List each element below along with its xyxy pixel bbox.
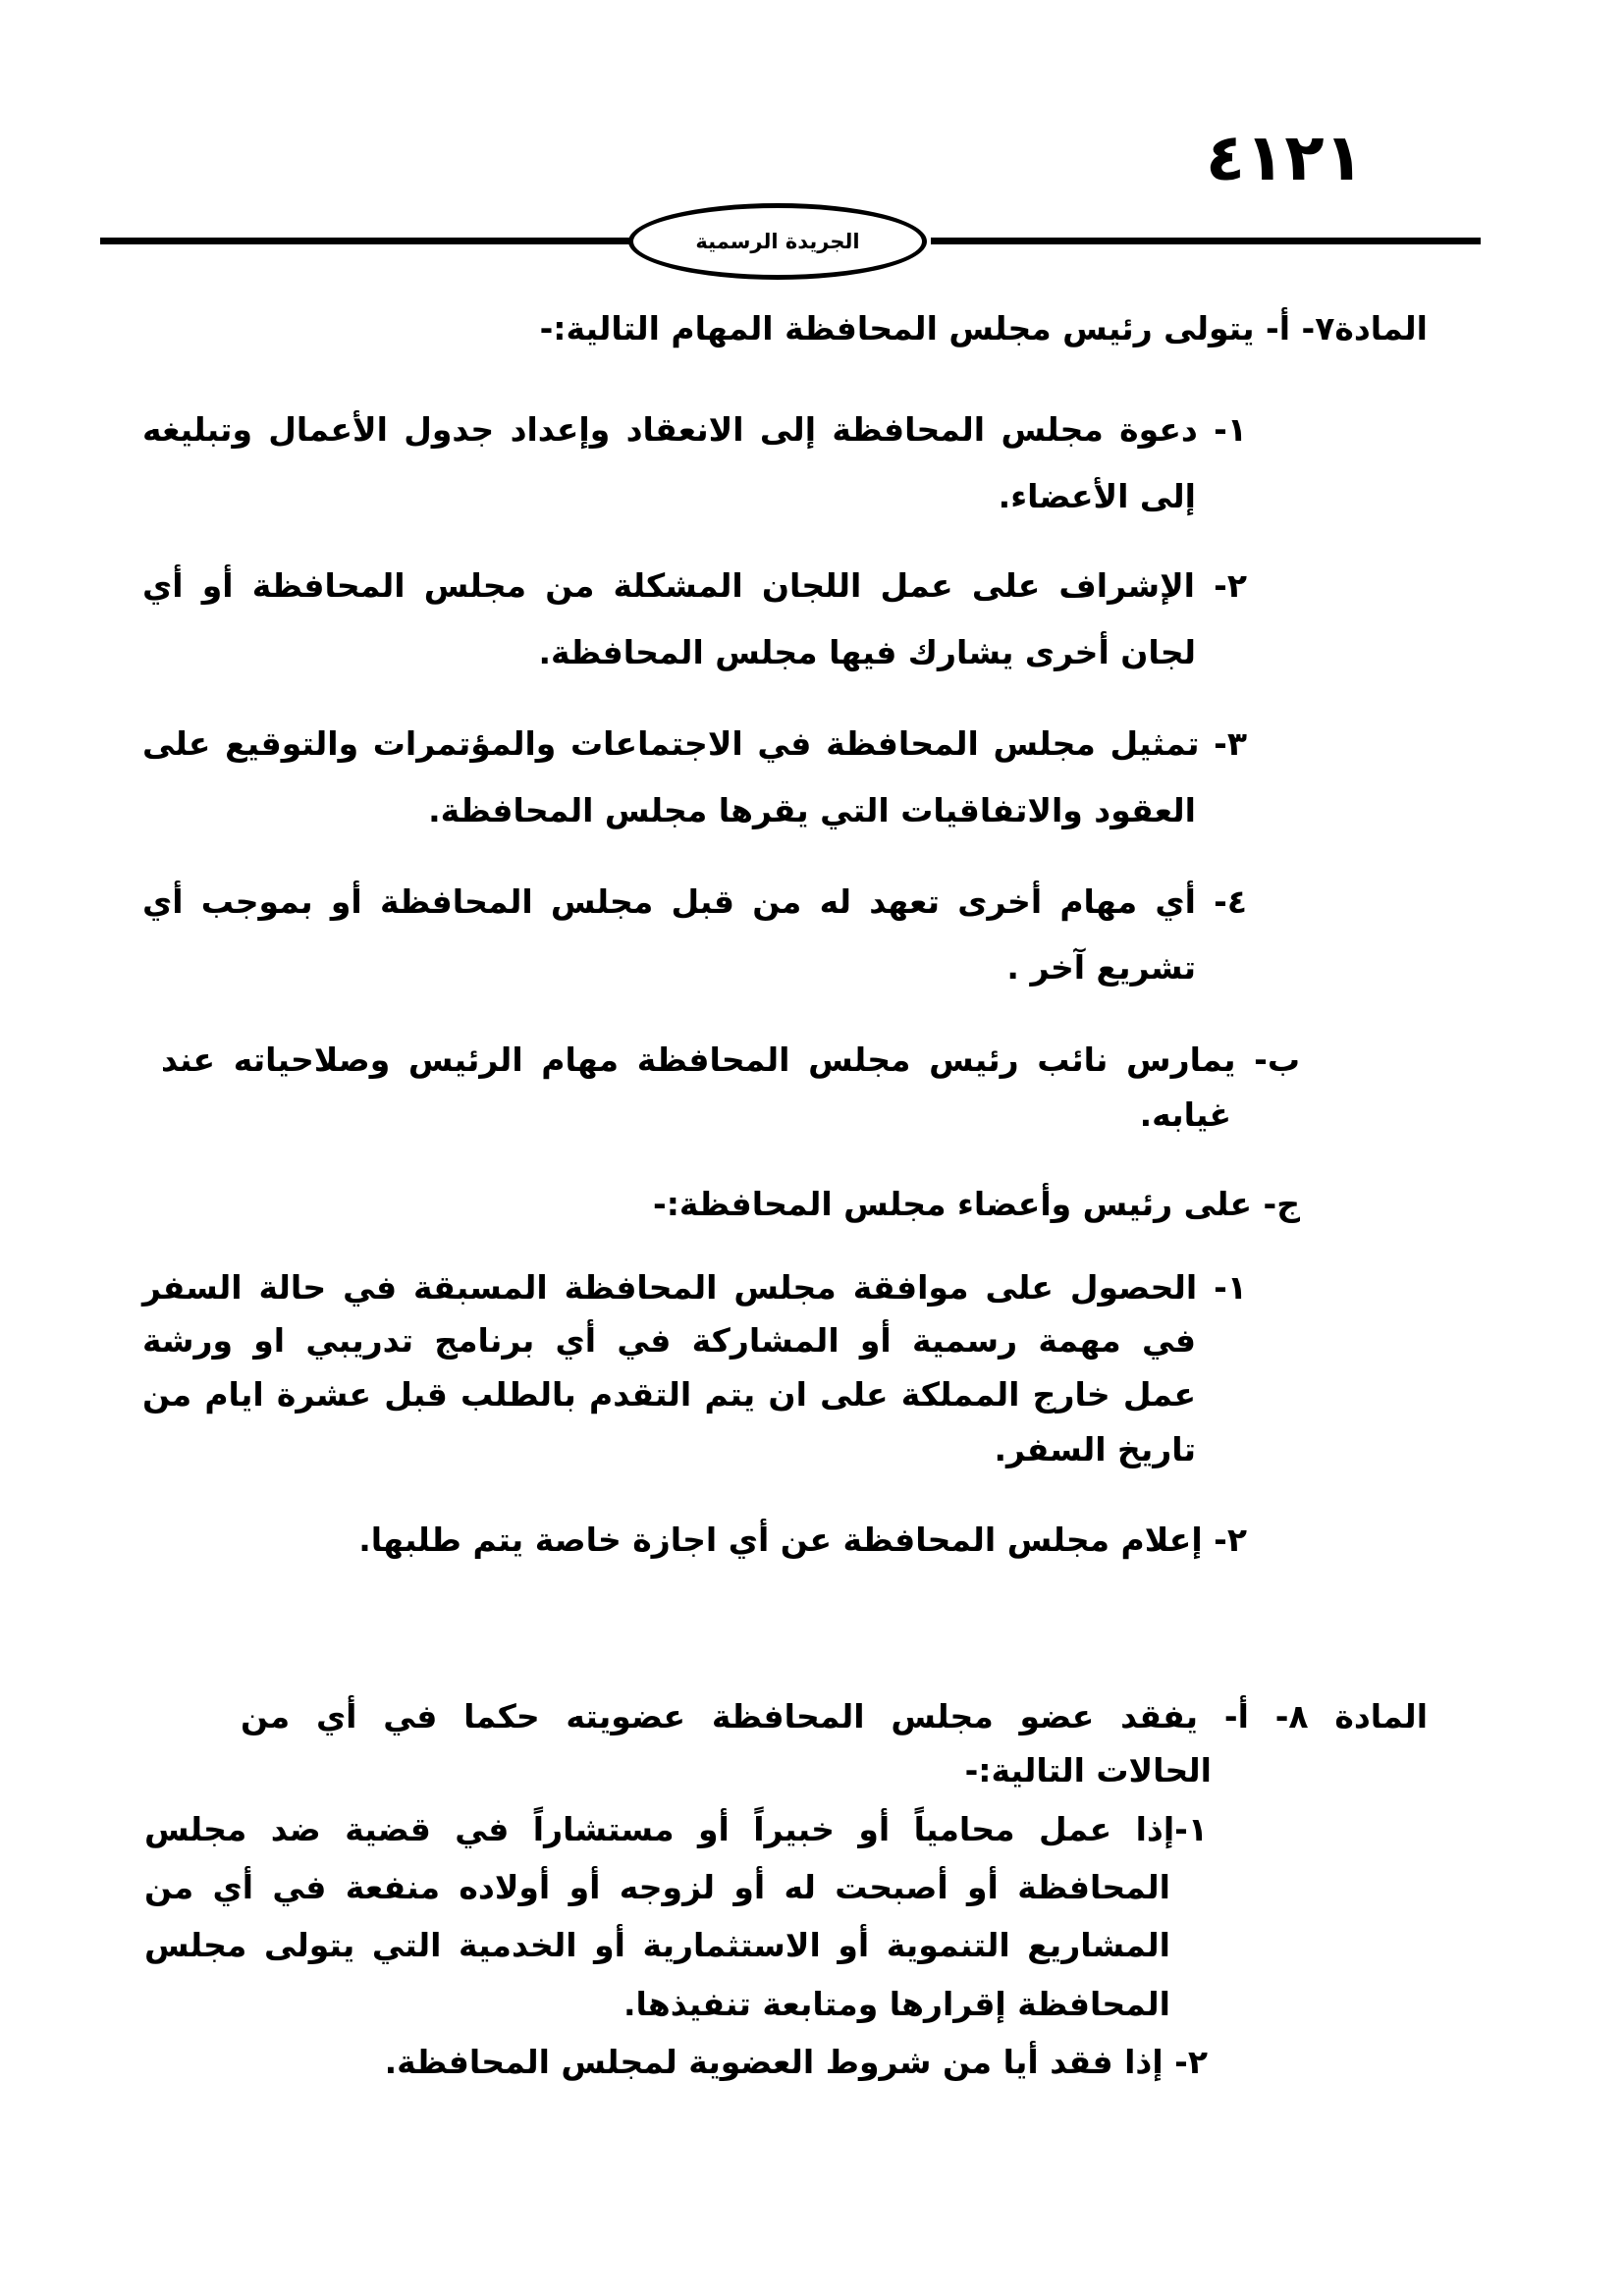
article8-heading-line1: المادة ٨- أ- يفقد عضو مجلس المحافظة عضويته حكما في أي من xyxy=(241,1697,1429,1735)
article8-heading-line2: الحالات التالية:- xyxy=(964,1751,1212,1789)
page-number: ٤١٢١ xyxy=(1205,120,1364,195)
article8-item2: ٢- إذا فقد أيا من شروط العضوية لمجلس المحافظة. xyxy=(384,2043,1208,2081)
article7-item3-line1: ٣- تمثيل مجلس المحافظة في الاجتماعات والمؤتمرات والتوقيع على xyxy=(142,724,1247,763)
article7-c-item2: ٢- إعلام مجلس المحافظة عن أي اجازة خاصة يتم طلبها. xyxy=(358,1521,1247,1559)
article7-para-b-line2: غيابه. xyxy=(1139,1095,1231,1134)
article7-c-item1-line4: تاريخ السفر. xyxy=(994,1430,1196,1468)
article7-item3-line2: العقود والاتفاقيات التي يقرها مجلس المحافظة. xyxy=(428,791,1196,829)
article7-item1-line2: إلى الأعضاء. xyxy=(998,477,1196,515)
article8-item1-line1: ١-إذا عمل محامياً أو خبيراً أو مستشاراً في قضية ضد مجلس xyxy=(144,1810,1208,1848)
article7-item1-line1: ١- دعوة مجلس المحافظة إلى الانعقاد وإعداد جدول الأعمال وتبليغه xyxy=(142,410,1247,449)
article7-c-item1-line2: في مهمة رسمية أو المشاركة في أي برنامج تدريبي او ورشة xyxy=(142,1321,1196,1360)
header-rule-left xyxy=(100,238,630,244)
article8-item1-line4: المحافظة إقرارها ومتابعة تنفيذها. xyxy=(623,1985,1170,2023)
article7-item4-line2: تشريع آخر . xyxy=(1006,948,1196,987)
article7-heading: المادة٧- أ- يتولى رئيس مجلس المحافظة المهام التالية:- xyxy=(539,309,1428,347)
article7-para-c: ج- على رئيس وأعضاء مجلس المحافظة:- xyxy=(653,1185,1300,1223)
article8-item1-line2: المحافظة أو أصبحت له أو لزوجه أو أولاده منفعة في أي من xyxy=(144,1868,1170,1906)
article7-c-item1-line3: عمل خارج المملكة على ان يتم التقدم بالطلب قبل عشرة ايام من xyxy=(142,1375,1196,1414)
header-oval xyxy=(628,203,927,280)
article7-c-item1-line1: ١- الحصول على موافقة مجلس المحافظة المسبقة في حالة السفر xyxy=(142,1268,1247,1307)
article8-item1-line3: المشاريع التنموية أو الاستثمارية أو الخدمية التي يتولى مجلس xyxy=(144,1926,1170,1964)
article7-item2-line2: لجان أخرى يشارك فيها مجلس المحافظة. xyxy=(538,633,1196,671)
article7-item2-line1: ٢- الإشراف على عمل اللجان المشكلة من مجلس المحافظة أو أي xyxy=(142,566,1247,605)
article7-para-b-line1: ب- يمارس نائب رئيس مجلس المحافظة مهام الرئيس وصلاحياته عند xyxy=(161,1041,1300,1079)
header-rule-right xyxy=(931,238,1481,244)
article7-item4-line1: ٤- أي مهام أخرى تعهد له من قبل مجلس المحافظة أو بموجب أي xyxy=(142,882,1247,921)
header-title: الجريدة الرسمية xyxy=(695,230,860,253)
